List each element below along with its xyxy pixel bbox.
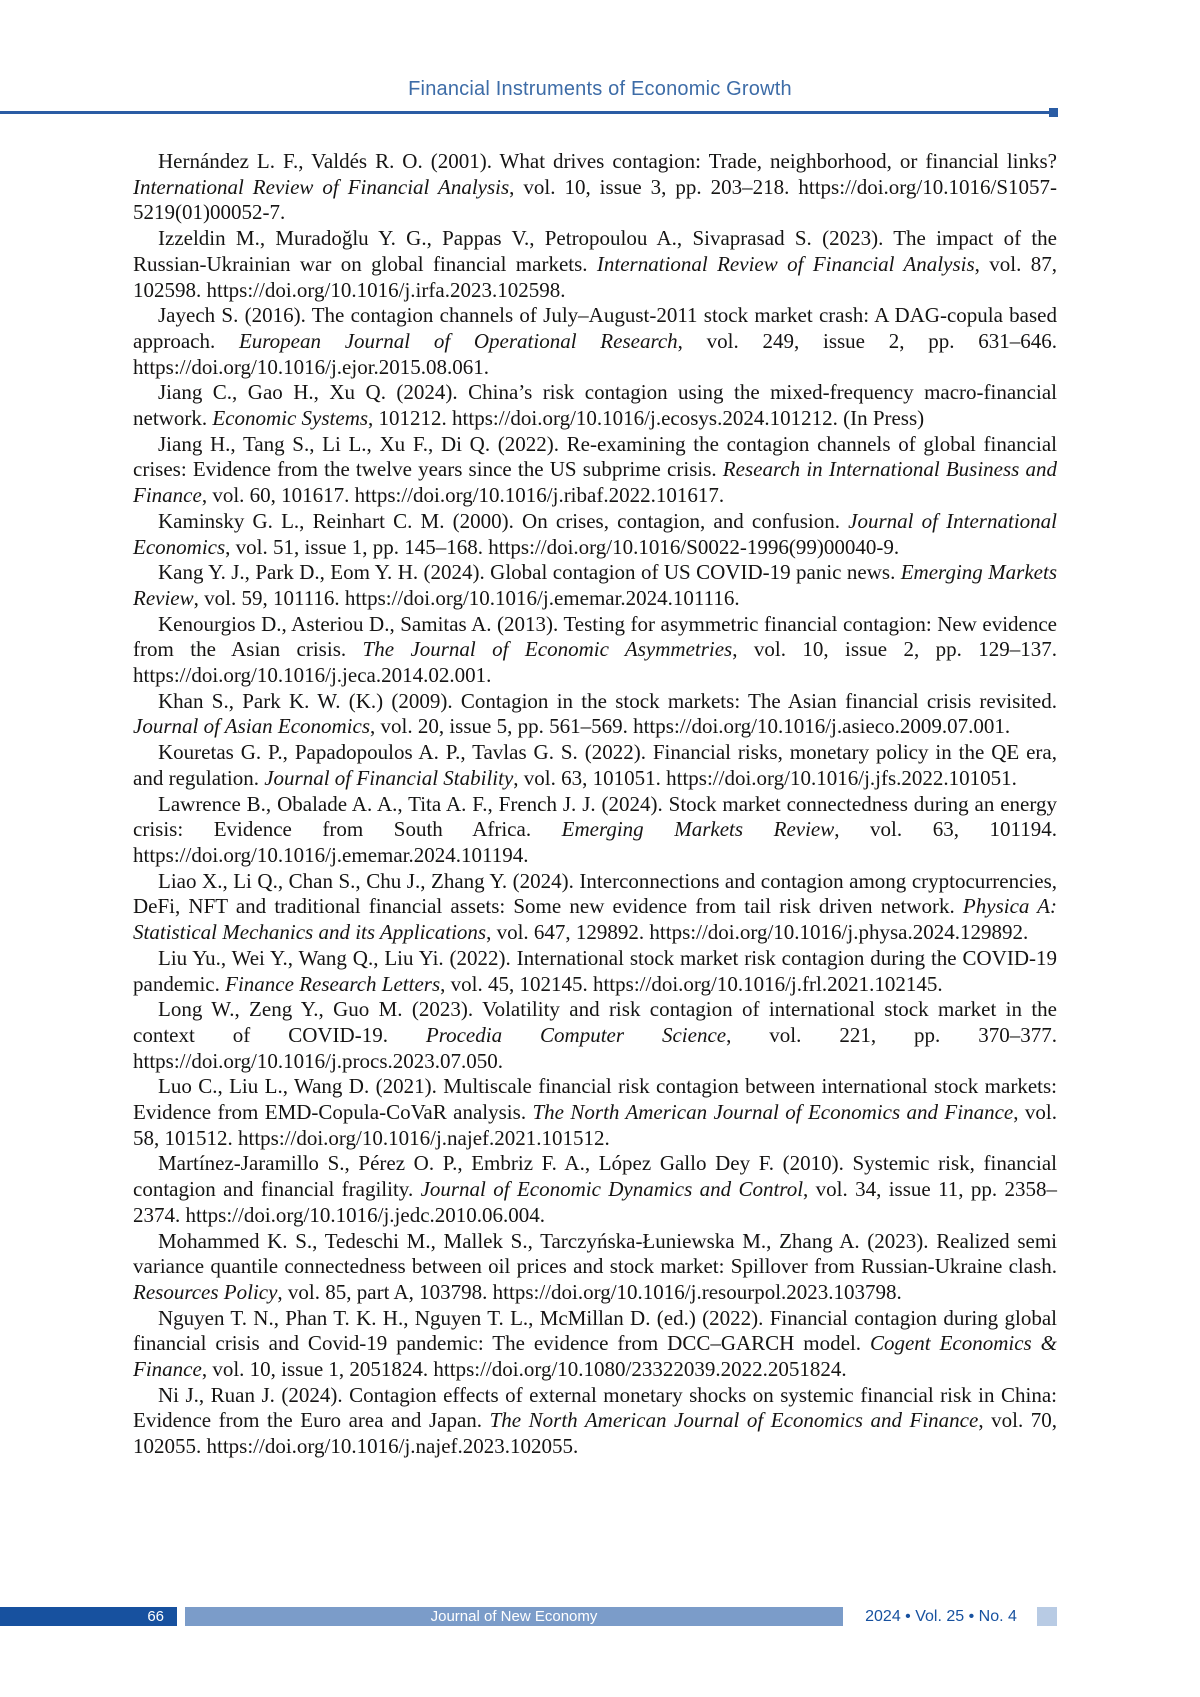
reference-item <box>133 303 1057 380</box>
reference-text: Kenourgios D., Asteriou D., Samitas A. (2013). Testing for asymmetric financial contagion: New evidence from the Asian crisis. <box>133 611 1057 662</box>
reference-item <box>133 149 1057 226</box>
reference-text: Khan S., Park K. W. (K.) (2009). Contagion in the stock markets: The Asian financial crisis revisited. <box>158 688 1057 713</box>
reference-item <box>133 1074 1057 1151</box>
reference-text: Kouretas G. P., Papadopoulos A. P., Tavlas G. S. (2022). Financial risks, monetary policy in the QE era, and regulation. <box>133 740 1057 790</box>
reference-text: Jayech S. (2016). The contagion channels of July–August-2011 stock market crash: A DAG-copula based approach. <box>133 303 1057 353</box>
reference-text: Long W., Zeng Y., Guo M. (2023). Volatility and risk contagion of international stock market in the context of COVID-19. <box>133 997 1057 1047</box>
reference-text: Liu Yu., Wei Y., Wang Q., Liu Yi. (2022). International stock market risk contagion during the COVID-19 pandemic. <box>133 945 1057 996</box>
reference-item <box>133 1383 1057 1460</box>
reference-text: , vol. 70, 102055. https://doi.org/10.1016/j.najef.2023.102055. <box>133 1408 1057 1459</box>
reference-journal-name: Journal of Economic Dynamics and Control <box>420 1177 804 1202</box>
reference-text: Luo C., Liu L., Wang D. (2021). Multiscale financial risk contagion between international stock markets: Evidence from EMD-Copula-CoVaR analysis. <box>133 1074 1057 1125</box>
footer-journal-name: Journal of New Economy <box>185 1607 843 1626</box>
reference-journal-name: Physica A: Statistical Mechanics and its Applications <box>133 894 1057 945</box>
reference-text: , vol. 34, issue 11, pp. 2358–2374. https://doi.org/10.1016/j.jedc.2010.06.004. <box>133 1177 1058 1227</box>
reference-text: , vol. 87, 102598. https://doi.org/10.1016/j.irfa.2023.102598. <box>133 251 1057 302</box>
reference-journal-name: Procedia Computer Science <box>425 1022 727 1047</box>
reference-journal-name: Journal of International Economics <box>133 508 1057 559</box>
reference-text: , vol. 58, 101512. https://doi.org/10.1016/j.najef.2021.101512. <box>133 1100 1057 1150</box>
footer-accent-square <box>1037 1607 1057 1626</box>
reference-text: , vol. 63, 101051. https://doi.org/10.1016/j.jfs.2022.101051. <box>513 765 1017 790</box>
footer-page-number: 66 <box>0 1607 177 1626</box>
reference-item <box>133 1151 1057 1228</box>
reference-item <box>133 792 1057 869</box>
reference-item <box>133 432 1057 509</box>
reference-text: Jiang C., Gao H., Xu Q. (2024). China’s risk contagion using the mixed-frequency macro-financial network. <box>133 380 1057 431</box>
reference-journal-name: Cogent Economics & Finance <box>133 1331 1058 1382</box>
reference-text: Jiang H., Tang S., Li L., Xu F., Di Q. (2022). Re-examining the contagion channels of global financial crises: Evidence from the twelve years since the US subprime crisis. <box>133 431 1057 482</box>
reference-text: Martínez-Jaramillo S., Pérez O. P., Embriz F. A., López Gallo Dey F. (2010). Systemic risk, financial contagion and financial fragility. <box>133 1151 1057 1202</box>
reference-text: Kang Y. J., Park D., Eom Y. H. (2024). Global contagion of US COVID-19 panic news. <box>158 560 901 585</box>
reference-journal-name: Emerging Markets Review <box>561 817 835 842</box>
reference-item <box>133 560 1057 611</box>
reference-item <box>133 612 1057 689</box>
reference-text: , vol. 45, 102145. https://doi.org/10.1016/j.frl.2021.102145. <box>440 971 943 996</box>
reference-text: , vol. 249, issue 2, pp. 631–646. https://doi.org/10.1016/j.ejor.2015.08.061. <box>133 328 1057 379</box>
reference-journal-name: Research in International Business and Finance <box>133 457 1057 508</box>
reference-text: , vol. 10, issue 2, pp. 129–137. https://doi.org/10.1016/j.jeca.2014.02.001. <box>133 637 1058 688</box>
reference-text: , vol. 221, pp. 370–377. https://doi.org/10.1016/j.procs.2023.07.050. <box>133 1022 1057 1073</box>
reference-text: , vol. 20, issue 5, pp. 561–569. https://doi.org/10.1016/j.asieco.2009.07.001. <box>370 714 1011 739</box>
reference-journal-name: The North American Journal of Economics and Finance <box>532 1100 1014 1125</box>
reference-item <box>133 1306 1057 1383</box>
reference-journal-name: Resources Policy <box>133 1279 278 1304</box>
reference-item <box>133 380 1057 431</box>
reference-journal-name: The Journal of Economic Asymmetries <box>362 637 733 662</box>
reference-item <box>133 226 1057 303</box>
reference-item <box>133 946 1057 997</box>
reference-text: Ni J., Ruan J. (2024). Contagion effects of external monetary shocks on systemic financial risk in China: Evidence from the Euro area and Japan. <box>133 1382 1057 1433</box>
header-rule-end-square <box>1049 108 1058 117</box>
reference-text: , vol. 51, issue 1, pp. 145–168. https://doi.org/10.1016/S0022-1996(99)00040-9. <box>225 534 900 559</box>
reference-text: Hernández L. F., Valdés R. O. (2001). What drives contagion: Trade, neighborhood, or financial links? <box>158 149 1057 173</box>
references-list <box>133 149 1057 1460</box>
reference-text: , vol. 60, 101617. https://doi.org/10.1016/j.ribaf.2022.101617. <box>201 483 725 508</box>
reference-text: , vol. 10, issue 3, pp. 203–218. https://doi.org/10.1016/S1057-5219(01)00052-7. <box>133 174 1057 225</box>
reference-text: Liao X., Li Q., Chan S., Chu J., Zhang Y. (2024). Interconnections and contagion among cryptocurrencies, DeFi, NFT and traditional financial assets: Some new evidence from tail risk driven network. <box>133 868 1057 919</box>
reference-item <box>133 509 1057 560</box>
reference-item <box>133 689 1057 740</box>
reference-text: Mohammed K. S., Tedeschi M., Mallek S., Tarczyńska-Łuniewska M., Zhang A. (2023). Realized semi variance quantile connectedness between oil prices and stock market: Spillover from Russian-Ukraine clash. <box>133 1228 1057 1279</box>
reference-text: , vol. 63, 101194. https://doi.org/10.1016/j.ememar.2024.101194. <box>133 817 1057 867</box>
footer-issue-info: 2024 • Vol. 25 • No. 4 <box>865 1608 1017 1625</box>
reference-item <box>133 869 1057 946</box>
reference-journal-name: International Review of Financial Analysis <box>133 174 510 199</box>
reference-text: , vol. 59, 101116. https://doi.org/10.1016/j.ememar.2024.101116. <box>193 585 740 610</box>
reference-journal-name: International Review of Financial Analysis <box>596 251 975 276</box>
reference-item <box>133 1229 1057 1306</box>
reference-text: , vol. 10, issue 1, 2051824. https://doi.org/10.1080/23322039.2022.2051824. <box>201 1357 847 1382</box>
reference-text: Nguyen T. N., Phan T. K. H., Nguyen T. L., McMillan D. (ed.) (2022). Financial contagion during global financial crisis and Covid-19 pandemic: The evidence from DCC–GARCH model. <box>133 1305 1057 1356</box>
reference-journal-name: Journal of Asian Economics <box>133 714 371 739</box>
reference-text: Lawrence B., Obalade A. A., Tita A. F., French J. J. (2024). Stock market connectedness during an energy crisis: Evidence from South Africa. <box>133 791 1057 842</box>
reference-journal-name: Emerging Markets Review <box>133 560 1057 610</box>
reference-item <box>133 997 1057 1074</box>
reference-text: Izzeldin M., Muradoğlu Y. G., Pappas V., Petropoulou A., Sivaprasad S. (2023). The impact of the Russian-Ukrainian war on global financial markets. <box>133 226 1057 276</box>
reference-text: , vol. 647, 129892. https://doi.org/10.1016/j.physa.2024.129892. <box>486 920 1029 945</box>
reference-text: , vol. 85, part A, 103798. https://doi.org/10.1016/j.resourpol.2023.103798. <box>277 1279 902 1304</box>
reference-item <box>133 740 1057 791</box>
header-rule <box>0 111 1051 114</box>
running-head: Financial Instruments of Economic Growth <box>408 78 792 100</box>
reference-text: Kaminsky G. L., Reinhart C. M. (2000). On crises, contagion, and confusion. <box>158 508 849 533</box>
reference-journal-name: Economic Systems <box>212 406 369 431</box>
reference-journal-name: Finance Research Letters <box>225 971 441 996</box>
reference-text: , 101212. https://doi.org/10.1016/j.ecosys.2024.101212. (In Press) <box>368 406 925 431</box>
reference-journal-name: Journal of Financial Stability <box>264 765 514 790</box>
reference-journal-name: The North American Journal of Economics and Finance <box>489 1408 979 1433</box>
reference-journal-name: European Journal of Operational Research <box>238 328 678 353</box>
